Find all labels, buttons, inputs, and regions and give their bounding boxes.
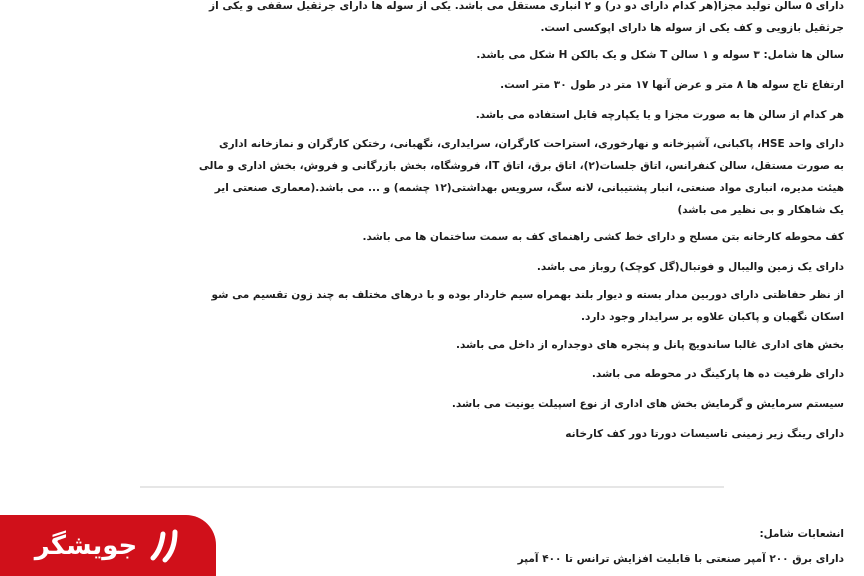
logo-mark-icon bbox=[147, 528, 181, 564]
branches-heading: انشعابات شامل: bbox=[759, 528, 844, 540]
paragraph-facilities-line2: به صورت مستقل، سالن کنفرانس، اتاق جلسات(۲)، اتاق برق، اتاق IT، فروشگاه، بخش بازرگانی و فروش، بخش اداری و مالی bbox=[198, 160, 844, 172]
paragraph-usage: هر کدام از سالن ها به صورت مجزا و یا یکپارچه قابل استفاده می باشد. bbox=[475, 109, 844, 121]
paragraph-facilities-line1: دارای واحد HSE، پاکبانی، آشپزخانه و نهارخوری، استراحت کارگران، سرایداری، نگهبانی، رختکن کارگران و نمازخانه اداری bbox=[218, 138, 844, 150]
logo-text: جویشگر bbox=[34, 530, 138, 561]
paragraph-security-line2: اسکان نگهبان و پاکبان علاوه بر سرایدار وجود دارد. bbox=[581, 311, 844, 323]
section-divider bbox=[140, 486, 724, 488]
paragraph-height: ارتفاع تاج سوله ها ۸ متر و عرض آنها ۱۷ متر در طول ۳۰ متر است. bbox=[500, 79, 844, 91]
paragraph-halls-line1: دارای ۵ سالن تولید مجزا(هر کدام دارای دو در) و ۲ انباری مستقل می باشد. یکی از سوله ها دارای جرثقیل سقفی و یکی از bbox=[209, 0, 844, 12]
paragraph-ring: دارای رینگ زیر زمینی تاسیسات دورتا دور کف کارخانه bbox=[565, 428, 844, 440]
paragraph-parking: دارای ظرفیت ده ها پارکینگ در محوطه می باشد. bbox=[591, 368, 844, 380]
paragraph-facilities-line4: یک شاهکار و بی نظیر می باشد) bbox=[677, 204, 844, 216]
paragraph-floor: کف محوطه کارخانه بتن مسلح و دارای خط کشی راهنمای کف به سمت ساختمان ها می باشد. bbox=[362, 231, 844, 243]
paragraph-security-line1: از نظر حفاظتی دارای دوربین مدار بسته و دیوار بلند بهمراه سیم خاردار بوده و با درهای مختلف به چند زون تقسیم می شو bbox=[211, 289, 844, 301]
site-logo[interactable] bbox=[0, 515, 216, 576]
paragraph-facilities-line3: هیئت مدیره، انباری مواد صنعتی، انبار پشتیبانی، لانه سگ، سرویس بهداشتی(۱۲ چشمه) و ... می باشد.(معماری صنعتی ایر bbox=[214, 182, 844, 194]
paragraph-halls-line2: جرثقیل بازویی و کف یکی از سوله ها دارای اپوکسی است. bbox=[540, 22, 844, 34]
branches-electricity: دارای برق ۲۰۰ آمپر صنعتی با قابلیت افزایش ترانس تا ۴۰۰ آمپر bbox=[517, 553, 844, 565]
paragraph-hvac: سیستم سرمایش و گرمایش بخش های اداری از نوع اسپیلت یونیت می باشد. bbox=[451, 398, 844, 410]
paragraph-offices: بخش های اداری غالبا ساندویچ پانل و پنجره های دوجداره از داخل می باشد. bbox=[455, 339, 844, 351]
paragraph-sports: دارای یک زمین والیبال و فوتبال(گل کوچک) روباز می باشد. bbox=[536, 261, 844, 273]
paragraph-hall-types: سالن ها شامل: ۳ سوله و ۱ سالن T شکل و یک بالکن H شکل می باشد. bbox=[476, 49, 844, 61]
